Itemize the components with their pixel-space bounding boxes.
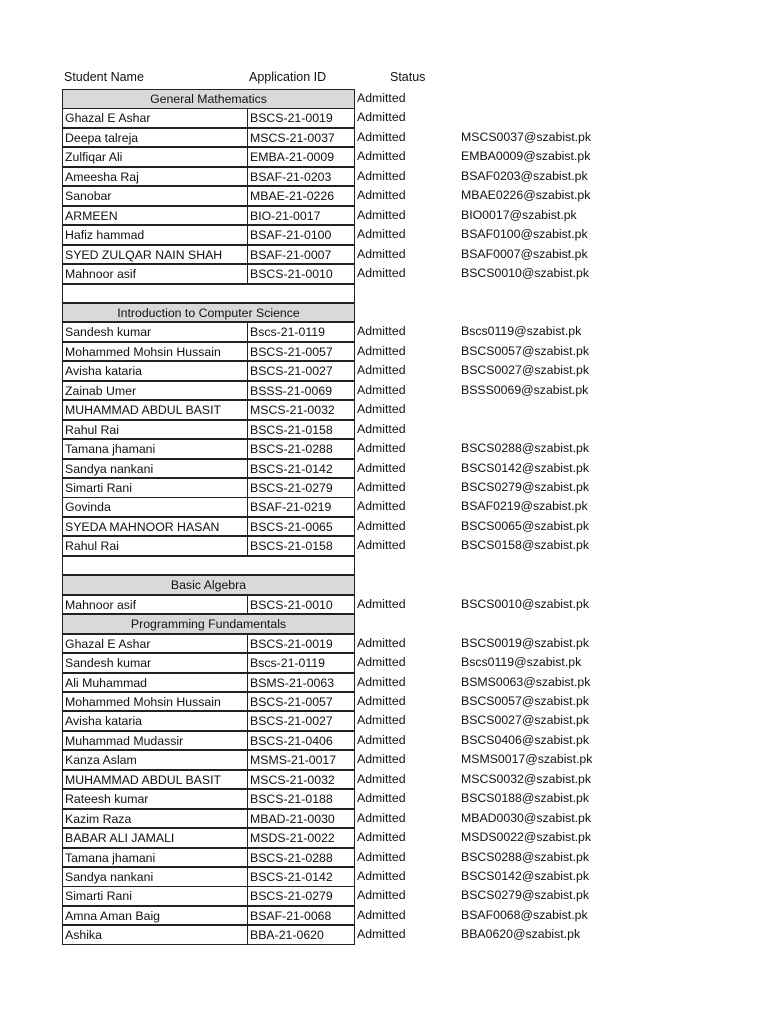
header-application-id: Application ID xyxy=(249,70,327,84)
status-cell: Admitted xyxy=(357,246,406,261)
email-cell: MSCS0032@szabist.pk xyxy=(461,771,592,786)
email-cell: MBAE0226@szabist.pk xyxy=(461,188,591,203)
name-cell: Mahnoor asif xyxy=(62,595,248,615)
status-cell: Admitted xyxy=(357,266,406,281)
name-cell: Rahul Rai xyxy=(62,420,248,440)
email-cell: BSCS0027@szabist.pk xyxy=(461,713,590,728)
status-cell: Admitted xyxy=(357,480,406,494)
status-cell: Admitted xyxy=(357,674,406,689)
email-cell: BSCS0406@szabist.pk xyxy=(461,732,590,747)
email-cell: EMBA0009@szabist.pk xyxy=(461,149,591,164)
name-cell: Rahul Rai xyxy=(62,536,248,556)
status-cell: Admitted xyxy=(357,168,406,183)
email-cell: BSCS0142@szabist.pk xyxy=(461,460,590,475)
name-cell: MUHAMMAD ABDUL BASIT xyxy=(62,770,248,790)
application-id-cell: BSAF-21-0007 xyxy=(247,245,355,265)
name-cell: Simarti Rani xyxy=(62,886,248,906)
email-cell: MSMS0017@szabist.pk xyxy=(461,752,593,767)
status-cell: Admitted xyxy=(357,635,406,650)
status-cell: Admitted xyxy=(357,869,406,883)
name-cell: Sandesh kumar xyxy=(62,653,248,673)
email-cell: BSCS0188@szabist.pk xyxy=(461,791,590,806)
name-cell: Mahnoor asif xyxy=(62,264,248,284)
application-id-cell: MSCS-21-0032 xyxy=(247,400,355,420)
status-cell: Admitted xyxy=(357,713,406,728)
name-cell: Ameesha Raj xyxy=(62,167,248,187)
email-cell: BSCS0010@szabist.pk xyxy=(461,596,590,611)
email-cell: Bscs0119@szabist.pk xyxy=(461,655,582,670)
application-id-cell: MBAE-21-0226 xyxy=(247,186,355,206)
email-cell: BSCS0142@szabist.pk xyxy=(461,869,590,883)
email-cell: BSCS0057@szabist.pk xyxy=(461,343,590,358)
application-id-cell: BSAF-21-0219 xyxy=(247,497,355,517)
status-cell: Admitted xyxy=(357,149,406,164)
status-cell: Admitted xyxy=(357,363,406,378)
status-cell: Admitted xyxy=(357,382,406,397)
email-cell: BSAF0100@szabist.pk xyxy=(461,227,588,242)
name-cell: Muhammad Mudassir xyxy=(62,731,248,751)
name-cell: Govinda xyxy=(62,497,248,517)
application-id-cell: Bscs-21-0119 xyxy=(247,653,355,673)
section-title: Programming Fundamentals xyxy=(62,614,355,634)
name-cell: Zulfiqar Ali xyxy=(62,147,248,167)
email-cell: MSDS0022@szabist.pk xyxy=(461,830,592,845)
application-id-cell: BSCS-21-0279 xyxy=(247,886,355,906)
name-cell: ARMEEN xyxy=(62,206,248,226)
status-cell: Admitted xyxy=(357,324,406,339)
application-id-cell: BSAF-21-0100 xyxy=(247,225,355,245)
blank-cell xyxy=(62,556,355,576)
email-cell: BSMS0063@szabist.pk xyxy=(461,674,591,689)
application-id-cell: BSAF-21-0203 xyxy=(247,167,355,187)
email-cell: BSCS0279@szabist.pk xyxy=(461,480,590,494)
status-cell: Admitted xyxy=(357,188,406,203)
application-id-cell: EMBA-21-0009 xyxy=(247,147,355,167)
application-id-cell: Bscs-21-0119 xyxy=(247,322,355,342)
application-id-cell: BBA-21-0620 xyxy=(247,925,355,945)
status-cell: Admitted xyxy=(357,655,406,670)
name-cell: Sanobar xyxy=(62,186,248,206)
status-cell: Admitted xyxy=(357,732,406,747)
status-cell: Admitted xyxy=(357,538,406,553)
name-cell: Avisha kataria xyxy=(62,711,248,731)
status-cell: Admitted xyxy=(357,791,406,806)
email-cell: Bscs0119@szabist.pk xyxy=(461,324,582,339)
status-cell: Admitted xyxy=(357,830,406,845)
section-title: Introduction to Computer Science xyxy=(62,303,355,323)
status-cell: Admitted xyxy=(357,421,406,436)
application-id-cell: BSCS-21-0019 xyxy=(247,634,355,654)
status-cell: Admitted xyxy=(357,849,406,864)
name-cell: Sandya nankani xyxy=(62,459,248,479)
email-cell: BSCS0279@szabist.pk xyxy=(461,888,590,903)
name-cell: Simarti Rani xyxy=(62,478,248,498)
application-id-cell: BSCS-21-0065 xyxy=(247,517,355,537)
status-cell: Admitted xyxy=(357,460,406,475)
blank-cell xyxy=(62,284,355,304)
name-cell: Amna Aman Baig xyxy=(62,906,248,926)
name-cell: Tamana jhamani xyxy=(62,848,248,868)
status-cell: Admitted xyxy=(357,752,406,767)
name-cell: Tamana jhamani xyxy=(62,439,248,459)
header-student-name: Student Name xyxy=(64,70,144,84)
email-cell: MBAD0030@szabist.pk xyxy=(461,810,592,825)
email-cell: BSCS0010@szabist.pk xyxy=(461,266,590,281)
application-id-cell: BSSS-21-0069 xyxy=(247,381,355,401)
name-cell: Rateesh kumar xyxy=(62,789,248,809)
status-cell: Admitted xyxy=(357,441,406,456)
name-cell: Sandya nankani xyxy=(62,867,248,887)
name-cell: Deepa talreja xyxy=(62,128,248,148)
name-cell: MUHAMMAD ABDUL BASIT xyxy=(62,400,248,420)
name-cell: Ashika xyxy=(62,925,248,945)
name-cell: Avisha kataria xyxy=(62,361,248,381)
status-cell: Admitted xyxy=(357,888,406,903)
application-id-cell: MSCS-21-0037 xyxy=(247,128,355,148)
status-cell: Admitted xyxy=(357,91,406,105)
status-cell: Admitted xyxy=(357,110,406,125)
email-cell: BSAF0219@szabist.pk xyxy=(461,499,588,514)
status-cell: Admitted xyxy=(357,129,406,144)
email-cell: BSCS0065@szabist.pk xyxy=(461,518,590,533)
application-id-cell: BSCS-21-0057 xyxy=(247,692,355,712)
status-cell: Admitted xyxy=(357,907,406,922)
application-id-cell: BSCS-21-0027 xyxy=(247,711,355,731)
application-id-cell: BSAF-21-0068 xyxy=(247,906,355,926)
status-cell: Admitted xyxy=(357,771,406,786)
application-id-cell: BSCS-21-0142 xyxy=(247,867,355,887)
name-cell: Hafiz hammad xyxy=(62,225,248,245)
application-id-cell: BSCS-21-0010 xyxy=(247,264,355,284)
email-cell: BSCS0288@szabist.pk xyxy=(461,849,590,864)
email-cell: BSCS0019@szabist.pk xyxy=(461,635,590,650)
status-cell: Admitted xyxy=(357,207,406,222)
name-cell: Kanza Aslam xyxy=(62,750,248,770)
application-id-cell: BSCS-21-0406 xyxy=(247,731,355,751)
name-cell: Ali Muhammad xyxy=(62,673,248,693)
status-cell: Admitted xyxy=(357,227,406,242)
name-cell: BABAR ALI JAMALI xyxy=(62,828,248,848)
email-cell: BSCS0027@szabist.pk xyxy=(461,363,590,378)
application-id-cell: BSCS-21-0158 xyxy=(247,536,355,556)
name-cell: SYEDA MAHNOOR HASAN xyxy=(62,517,248,537)
email-cell: BSAF0007@szabist.pk xyxy=(461,246,588,261)
name-cell: Mohammed Mohsin Hussain xyxy=(62,692,248,712)
status-cell: Admitted xyxy=(357,693,406,708)
application-id-cell: BSCS-21-0010 xyxy=(247,595,355,615)
name-cell: Ghazal E Ashar xyxy=(62,634,248,654)
application-id-cell: MSDS-21-0022 xyxy=(247,828,355,848)
application-id-cell: BSCS-21-0142 xyxy=(247,459,355,479)
application-id-cell: BSCS-21-0279 xyxy=(247,478,355,498)
email-cell: BSCS0057@szabist.pk xyxy=(461,693,590,708)
email-cell: BSCS0158@szabist.pk xyxy=(461,538,590,553)
application-id-cell: BSMS-21-0063 xyxy=(247,673,355,693)
email-cell: BSAF0068@szabist.pk xyxy=(461,907,588,922)
application-id-cell: BIO-21-0017 xyxy=(247,206,355,226)
status-cell: Admitted xyxy=(357,810,406,825)
email-cell: BBA0620@szabist.pk xyxy=(461,927,581,942)
status-cell: Admitted xyxy=(357,518,406,533)
email-cell: BSCS0288@szabist.pk xyxy=(461,441,590,456)
header-status: Status xyxy=(390,70,426,84)
name-cell: Zainab Umer xyxy=(62,381,248,401)
application-id-cell: BSCS-21-0288 xyxy=(247,439,355,459)
section-title: General Mathematics xyxy=(62,89,355,109)
email-cell: BSSS0069@szabist.pk xyxy=(461,382,589,397)
email-cell: BIO0017@szabist.pk xyxy=(461,207,577,222)
section-title: Basic Algebra xyxy=(62,575,355,595)
status-cell: Admitted xyxy=(357,927,406,942)
status-cell: Admitted xyxy=(357,402,406,417)
email-cell: BSAF0203@szabist.pk xyxy=(461,168,588,183)
application-id-cell: BSCS-21-0019 xyxy=(247,108,355,128)
application-id-cell: BSCS-21-0288 xyxy=(247,848,355,868)
application-id-cell: BSCS-21-0027 xyxy=(247,361,355,381)
application-id-cell: BSCS-21-0158 xyxy=(247,420,355,440)
name-cell: Ghazal E Ashar xyxy=(62,108,248,128)
status-cell: Admitted xyxy=(357,499,406,514)
email-cell: MSCS0037@szabist.pk xyxy=(461,129,592,144)
application-id-cell: BSCS-21-0188 xyxy=(247,789,355,809)
name-cell: Mohammed Mohsin Hussain xyxy=(62,342,248,362)
application-id-cell: MBAD-21-0030 xyxy=(247,809,355,829)
application-id-cell: MSMS-21-0017 xyxy=(247,750,355,770)
status-cell: Admitted xyxy=(357,596,406,611)
name-cell: Sandesh kumar xyxy=(62,322,248,342)
name-cell: Kazim Raza xyxy=(62,809,248,829)
status-cell: Admitted xyxy=(357,343,406,358)
name-cell: SYED ZULQAR NAIN SHAH xyxy=(62,245,248,265)
application-id-cell: MSCS-21-0032 xyxy=(247,770,355,790)
application-id-cell: BSCS-21-0057 xyxy=(247,342,355,362)
